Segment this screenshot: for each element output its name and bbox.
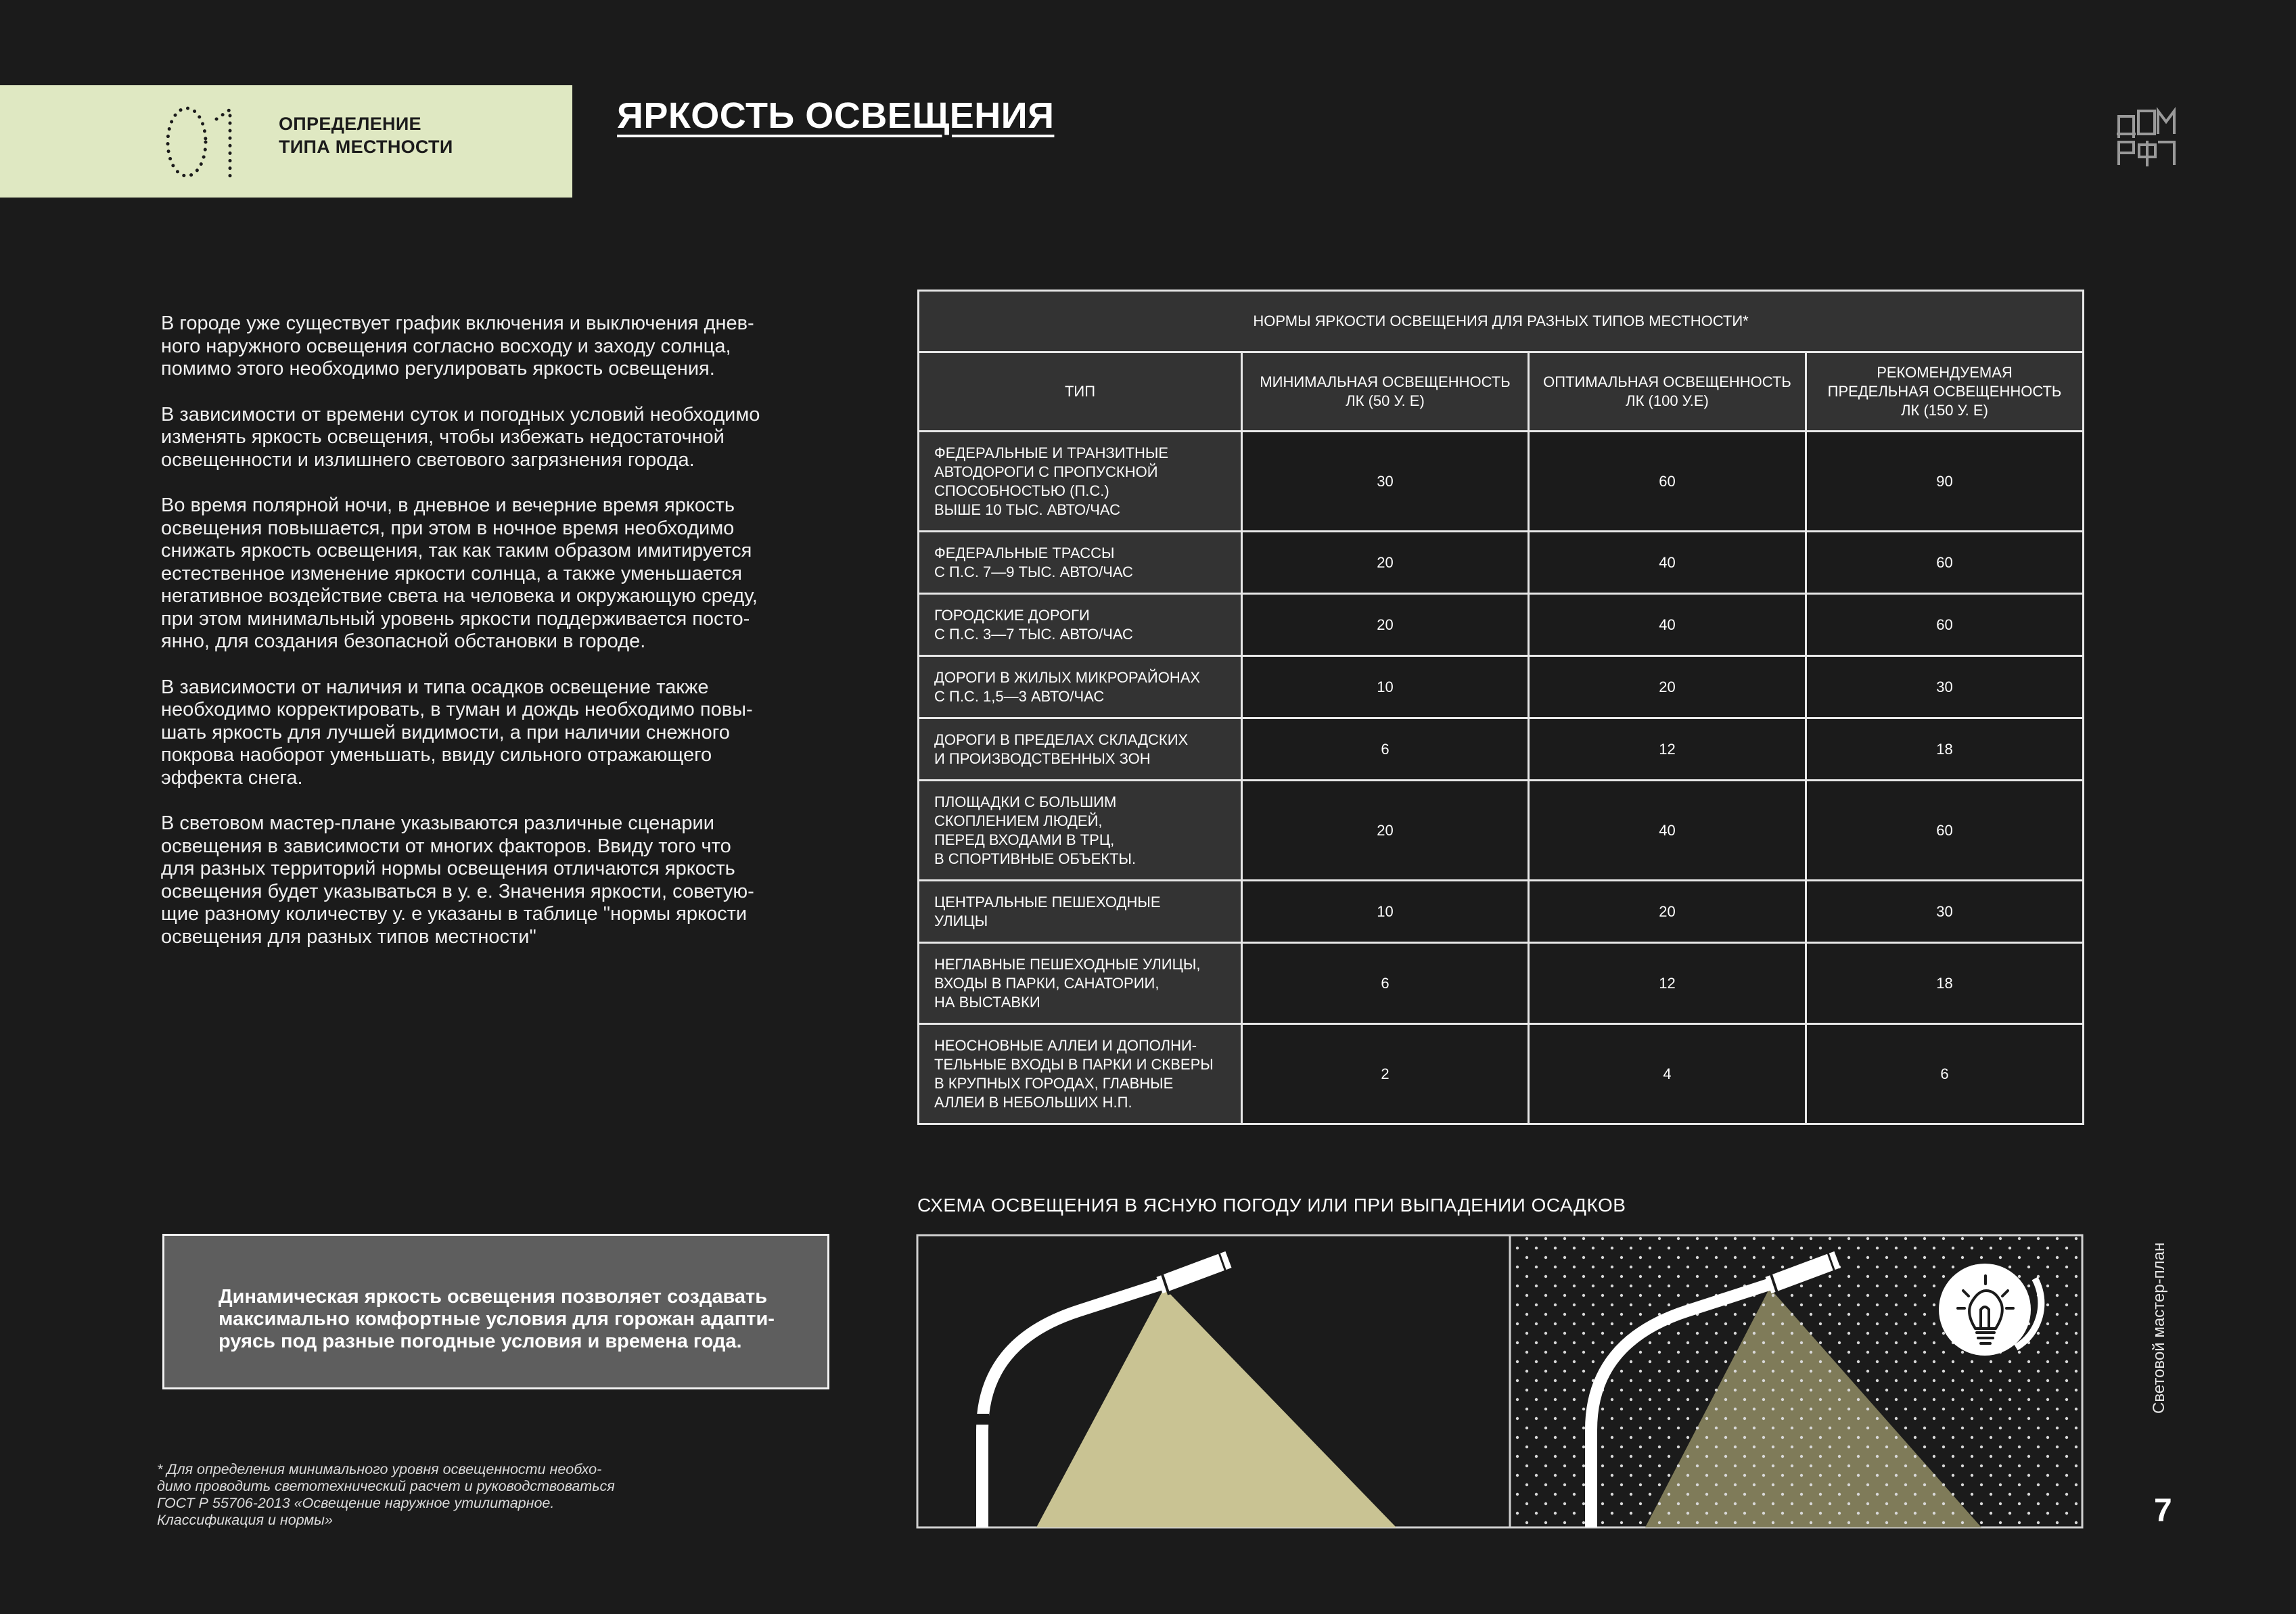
row-type-cell: ФЕДЕРАЛЬНЫЕ ТРАССЫ С П.С. 7—9 ТЫС. АВТО/ЧАС <box>919 532 1242 594</box>
scheme-title: СХЕМА ОСВЕЩЕНИЯ В ЯСНУЮ ПОГОДУ ИЛИ ПРИ ВЫПАДЕНИИ ОСАДКОВ <box>917 1195 1626 1216</box>
lighting-norms-table <box>917 290 2084 1125</box>
body-text <box>161 313 837 971</box>
row-type-cell: ДОРОГИ В ЖИЛЫХ МИКРОРАЙОНАХ С П.С. 1,5—3 АВТО/ЧАС <box>919 656 1242 718</box>
row-type-cell: ГОРОДСКИЕ ДОРОГИ С П.С. 3—7 ТЫС. АВТО/ЧАС <box>919 594 1242 656</box>
header-max: РЕКОМЕНДУЕМАЯ ПРЕДЕЛЬНАЯ ОСВЕЩЕННОСТЬ ЛК (150 У. Е) <box>1806 352 2084 432</box>
row-min-cell: 6 <box>1242 718 1529 781</box>
page-number: 7 <box>2154 1493 2172 1529</box>
body-paragraph: В зависимости от наличия и типа осадков освещение также необходимо корректировать, в туман и дождь необходимо повы- шать яркость для лучшей видимости, а при наличии снежного покрова наоборот уменьшать, ввиду сильного отражающего эффекта снега. <box>161 676 753 789</box>
row-type-cell: ЦЕНТРАЛЬНЫЕ ПЕШЕХОДНЫЕ УЛИЦЫ <box>919 881 1242 943</box>
row-max-cell: 18 <box>1806 718 2084 781</box>
table-body <box>919 432 2084 1124</box>
row-type-cell: ДОРОГИ В ПРЕДЕЛАХ СКЛАДСКИХ И ПРОИЗВОДСТВЕННЫХ ЗОН <box>919 718 1242 781</box>
row-max-cell: 30 <box>1806 656 2084 718</box>
table-row <box>919 943 2084 1024</box>
table-row <box>919 432 2084 532</box>
row-min-cell: 6 <box>1242 943 1529 1024</box>
vertical-title: Световой мастер-план <box>2150 1242 2168 1414</box>
footnote: * Для определения минимального уровня освещенности необхо- димо проводить светотехнический расчет и руководствоваться ГОСТ Р 55706-2013 «Освещение наружное утилитарное. Классификация и нормы» <box>157 1461 615 1528</box>
table-title: НОРМЫ ЯРКОСТИ ОСВЕЩЕНИЯ ДЛЯ РАЗНЫХ ТИПОВ МЕСТНОСТИ* <box>919 291 2084 352</box>
table-row <box>919 594 2084 656</box>
row-min-cell: 30 <box>1242 432 1529 532</box>
header-type: ТИП <box>919 352 1242 432</box>
callout-box <box>162 1234 829 1389</box>
row-max-cell: 90 <box>1806 432 2084 532</box>
row-min-cell: 20 <box>1242 594 1529 656</box>
body-paragraph: В зависимости от времени суток и погодных условий необходимо изменять яркость освещения, чтобы избежать недостаточной освещенности и излишнего светового загрязнения города. <box>161 403 760 471</box>
table-header-row <box>919 352 2084 432</box>
row-min-cell: 20 <box>1242 781 1529 881</box>
table-row <box>919 881 2084 943</box>
row-max-cell: 60 <box>1806 781 2084 881</box>
row-max-cell: 6 <box>1806 1024 2084 1124</box>
row-type-cell: НЕОСНОВНЫЕ АЛЛЕИ И ДОПОЛНИ- ТЕЛЬНЫЕ ВХОДЫ В ПАРКИ И СКВЕРЫ В КРУПНЫХ ГОРОДАХ, ГЛАВНЫЕ АЛЛЕИ В НЕБОЛЬШИХ Н.П. <box>919 1024 1242 1124</box>
row-opt-cell: 40 <box>1529 594 1806 656</box>
row-min-cell: 10 <box>1242 881 1529 943</box>
table-row <box>919 656 2084 718</box>
header-min: МИНИМАЛЬНАЯ ОСВЕЩЕННОСТЬ ЛК (50 У. Е) <box>1242 352 1529 432</box>
row-max-cell: 60 <box>1806 532 2084 594</box>
table-row <box>919 718 2084 781</box>
table-row <box>919 781 2084 881</box>
section-label-line-2: ТИПА МЕСТНОСТИ <box>279 137 453 157</box>
page-title: ЯРКОСТЬ ОСВЕЩЕНИЯ <box>617 95 1055 136</box>
header-opt: ОПТИМАЛЬНАЯ ОСВЕЩЕННОСТЬ ЛК (100 У.Е) <box>1529 352 1806 432</box>
row-type-cell: НЕГЛАВНЫЕ ПЕШЕХОДНЫЕ УЛИЦЫ, ВХОДЫ В ПАРКИ, САНАТОРИИ, НА ВЫСТАВКИ <box>919 943 1242 1024</box>
section-label-line-1: ОПРЕДЕЛЕНИЕ <box>279 114 421 134</box>
row-opt-cell: 40 <box>1529 781 1806 881</box>
clear-weather-panel <box>917 1235 1510 1527</box>
row-type-cell: ПЛОЩАДКИ С БОЛЬШИМ СКОПЛЕНИЕМ ЛЮДЕЙ, ПЕРЕД ВХОДАМИ В ТРЦ, В СПОРТИВНЫЕ ОБЪЕКТЫ. <box>919 781 1242 881</box>
dom-rf-logo-icon <box>2116 107 2178 168</box>
table-row <box>919 1024 2084 1124</box>
row-max-cell: 18 <box>1806 943 2084 1024</box>
row-type-cell: ФЕДЕРАЛЬНЫЕ И ТРАНЗИТНЫЕ АВТОДОРОГИ С ПРОПУСКНОЙ СПОСОБНОСТЬЮ (П.С.) ВЫШЕ 10 ТЫС. АВТО/ЧАС <box>919 432 1242 532</box>
row-max-cell: 60 <box>1806 594 2084 656</box>
section-number-dotted <box>160 101 248 183</box>
callout-text: Динамическая яркость освещения позволяет создавать максимально комфортные условия для горожан адапти- руясь под разные погодные условия и времена года. <box>219 1286 775 1352</box>
row-opt-cell: 40 <box>1529 532 1806 594</box>
row-opt-cell: 12 <box>1529 718 1806 781</box>
row-min-cell: 20 <box>1242 532 1529 594</box>
precipitation-panel <box>1510 1235 2082 1527</box>
row-opt-cell: 12 <box>1529 943 1806 1024</box>
body-paragraph: В городе уже существует график включения и выключения днев- ного наружного освещения согласно восходу и заходу солнца, помимо этого необходимо регулировать яркость освещения. <box>161 313 754 379</box>
section-label <box>279 112 549 158</box>
table-row <box>919 532 2084 594</box>
body-paragraph: Во время полярной ночи, в дневное и вечерние время яркость освещения повышается, при этом в ночное время необходимо снижать яркость освещения, так как таким образом имитируется естественное изменение яркости солнца, а также уменьшается негативное воздействие света на человека и окружающую среду, при этом минимальный уровень яркости поддерживается посто- янно, для создания безопасной обстановки в городе. <box>161 494 758 652</box>
row-min-cell: 10 <box>1242 656 1529 718</box>
row-max-cell: 30 <box>1806 881 2084 943</box>
body-paragraph: В световом мастер-плане указываются различные сценарии освещения в зависимости от многих факторов. Ввиду того что для разных территорий нормы освещения отличаются яркость освещения будет указываться в у. е. Значения яркости, советую- щие разному количеству у. е указаны в таблице "нормы яркости освещения для разных типов местности" <box>161 812 754 948</box>
row-opt-cell: 60 <box>1529 432 1806 532</box>
row-min-cell: 2 <box>1242 1024 1529 1124</box>
lighting-scheme <box>916 1234 2084 1529</box>
row-opt-cell: 4 <box>1529 1024 1806 1124</box>
row-opt-cell: 20 <box>1529 656 1806 718</box>
row-opt-cell: 20 <box>1529 881 1806 943</box>
